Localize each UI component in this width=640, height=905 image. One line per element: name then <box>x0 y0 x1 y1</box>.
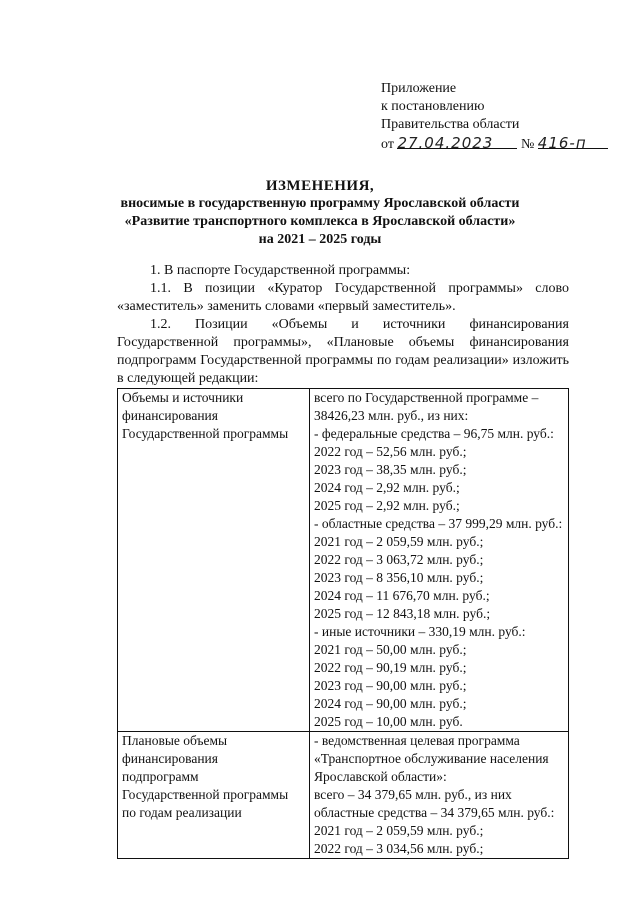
cell-text-line: Объемы и источники <box>122 390 244 405</box>
row2-right-cell <box>310 732 569 859</box>
cell-text-line: 2024 год – 11 676,70 млн. руб.; <box>314 588 490 603</box>
cell-text-line: 2022 год – 52,56 млн. руб.; <box>314 444 467 459</box>
cell-text-line: 2021 год – 50,00 млн. руб.; <box>314 642 467 657</box>
appendix-line-2: к постановлению <box>381 99 485 114</box>
cell-text-line: Государственной программы <box>122 426 289 441</box>
cell-text-line: 2022 год – 3 034,56 млн. руб.; <box>314 841 484 856</box>
table-row-planned-volumes <box>118 732 569 859</box>
cell-text-line: 2025 год – 2,92 млн. руб.; <box>314 498 460 513</box>
cell-text-line: подпрограмм <box>122 769 199 784</box>
document-title <box>0 177 640 249</box>
cell-text-line: всего по Государственной программе – <box>314 390 539 405</box>
cell-text-line: Государственной программы <box>122 787 289 802</box>
cell-text-line: - областные средства – 37 999,29 млн. руб.: <box>314 516 563 531</box>
row1-left-cell <box>118 389 310 732</box>
appendix-block <box>381 80 608 154</box>
cell-text-line: 2022 год – 90,19 млн. руб.; <box>314 660 467 675</box>
title-line-3: «Развитие транспортного комплекса в Ярославской области» <box>124 214 516 229</box>
table-row-financing-sources <box>118 389 569 732</box>
cell-text-line: - иные источники – 330,19 млн. руб.: <box>314 624 526 639</box>
body-text <box>117 262 569 388</box>
handwritten-date: 27.04.2023 <box>397 134 494 152</box>
cell-text-line: 2025 год – 10,00 млн. руб. <box>314 714 463 729</box>
cell-text-line: финансирования <box>122 751 218 766</box>
cell-text-line: - федеральные средства – 96,75 млн. руб.: <box>314 426 554 441</box>
cell-text-line: Ярославской области»: <box>314 769 447 784</box>
cell-text-line: 2023 год – 90,00 млн. руб.; <box>314 678 467 693</box>
appendix-line-1: Приложение <box>381 81 457 96</box>
cell-text-line: областные средства – 34 379,65 млн. руб.: <box>314 805 555 820</box>
paragraph-1-1: 1.1. В позиции «Куратор Государственной программы» слово «заместитель» заменить словами «первый заместитель». <box>117 281 569 314</box>
appendix-line-3: Правительства области <box>381 117 520 132</box>
number-label: № <box>520 137 535 152</box>
number-field <box>537 134 608 152</box>
paragraph-1-2: 1.2. Позиции «Объемы и источники финансирования Государственной программы», «Плановые объемы финансирования подпрограмм Государственной программы по годам реализации» изложить в следующей редакции: <box>117 317 569 386</box>
handwritten-number: 416-п <box>537 134 587 152</box>
title-line-2: вносимые в государственную программу Ярославской области <box>120 196 520 211</box>
from-label: от <box>381 137 394 152</box>
cell-text-line: Плановые объемы <box>122 733 228 748</box>
cell-text-line: финансирования <box>122 408 218 423</box>
cell-text-line: 2022 год – 3 063,72 млн. руб.; <box>314 552 484 567</box>
cell-text-line: 2021 год – 2 059,59 млн. руб.; <box>314 823 484 838</box>
cell-text-line: 2023 год – 38,35 млн. руб.; <box>314 462 467 477</box>
cell-text-line: 2024 год – 2,92 млн. руб.; <box>314 480 460 495</box>
row2-left-cell <box>118 732 310 859</box>
title-line-4: на 2021 – 2025 годы <box>258 232 382 247</box>
appendix-date-line <box>381 134 608 154</box>
row1-right-cell <box>310 389 569 732</box>
financing-table <box>117 388 569 859</box>
cell-text-line: 2025 год – 12 843,18 млн. руб.; <box>314 606 491 621</box>
cell-text-line: 2021 год – 2 059,59 млн. руб.; <box>314 534 484 549</box>
title-heading: ИЗМЕНЕНИЯ, <box>265 178 375 194</box>
cell-text-line: - ведомственная целевая программа <box>314 733 520 748</box>
cell-text-line: 38426,23 млн. руб., из них: <box>314 408 469 423</box>
cell-text-line: всего – 34 379,65 млн. руб., из них <box>314 787 512 802</box>
cell-text-line: «Транспортное обслуживание населения <box>314 751 549 766</box>
cell-text-line: 2023 год – 8 356,10 млн. руб.; <box>314 570 484 585</box>
date-field <box>397 134 517 152</box>
cell-text-line: по годам реализации <box>122 805 242 820</box>
paragraph-1: 1. В паспорте Государственной программы: <box>150 263 411 278</box>
cell-text-line: 2024 год – 90,00 млн. руб.; <box>314 696 467 711</box>
